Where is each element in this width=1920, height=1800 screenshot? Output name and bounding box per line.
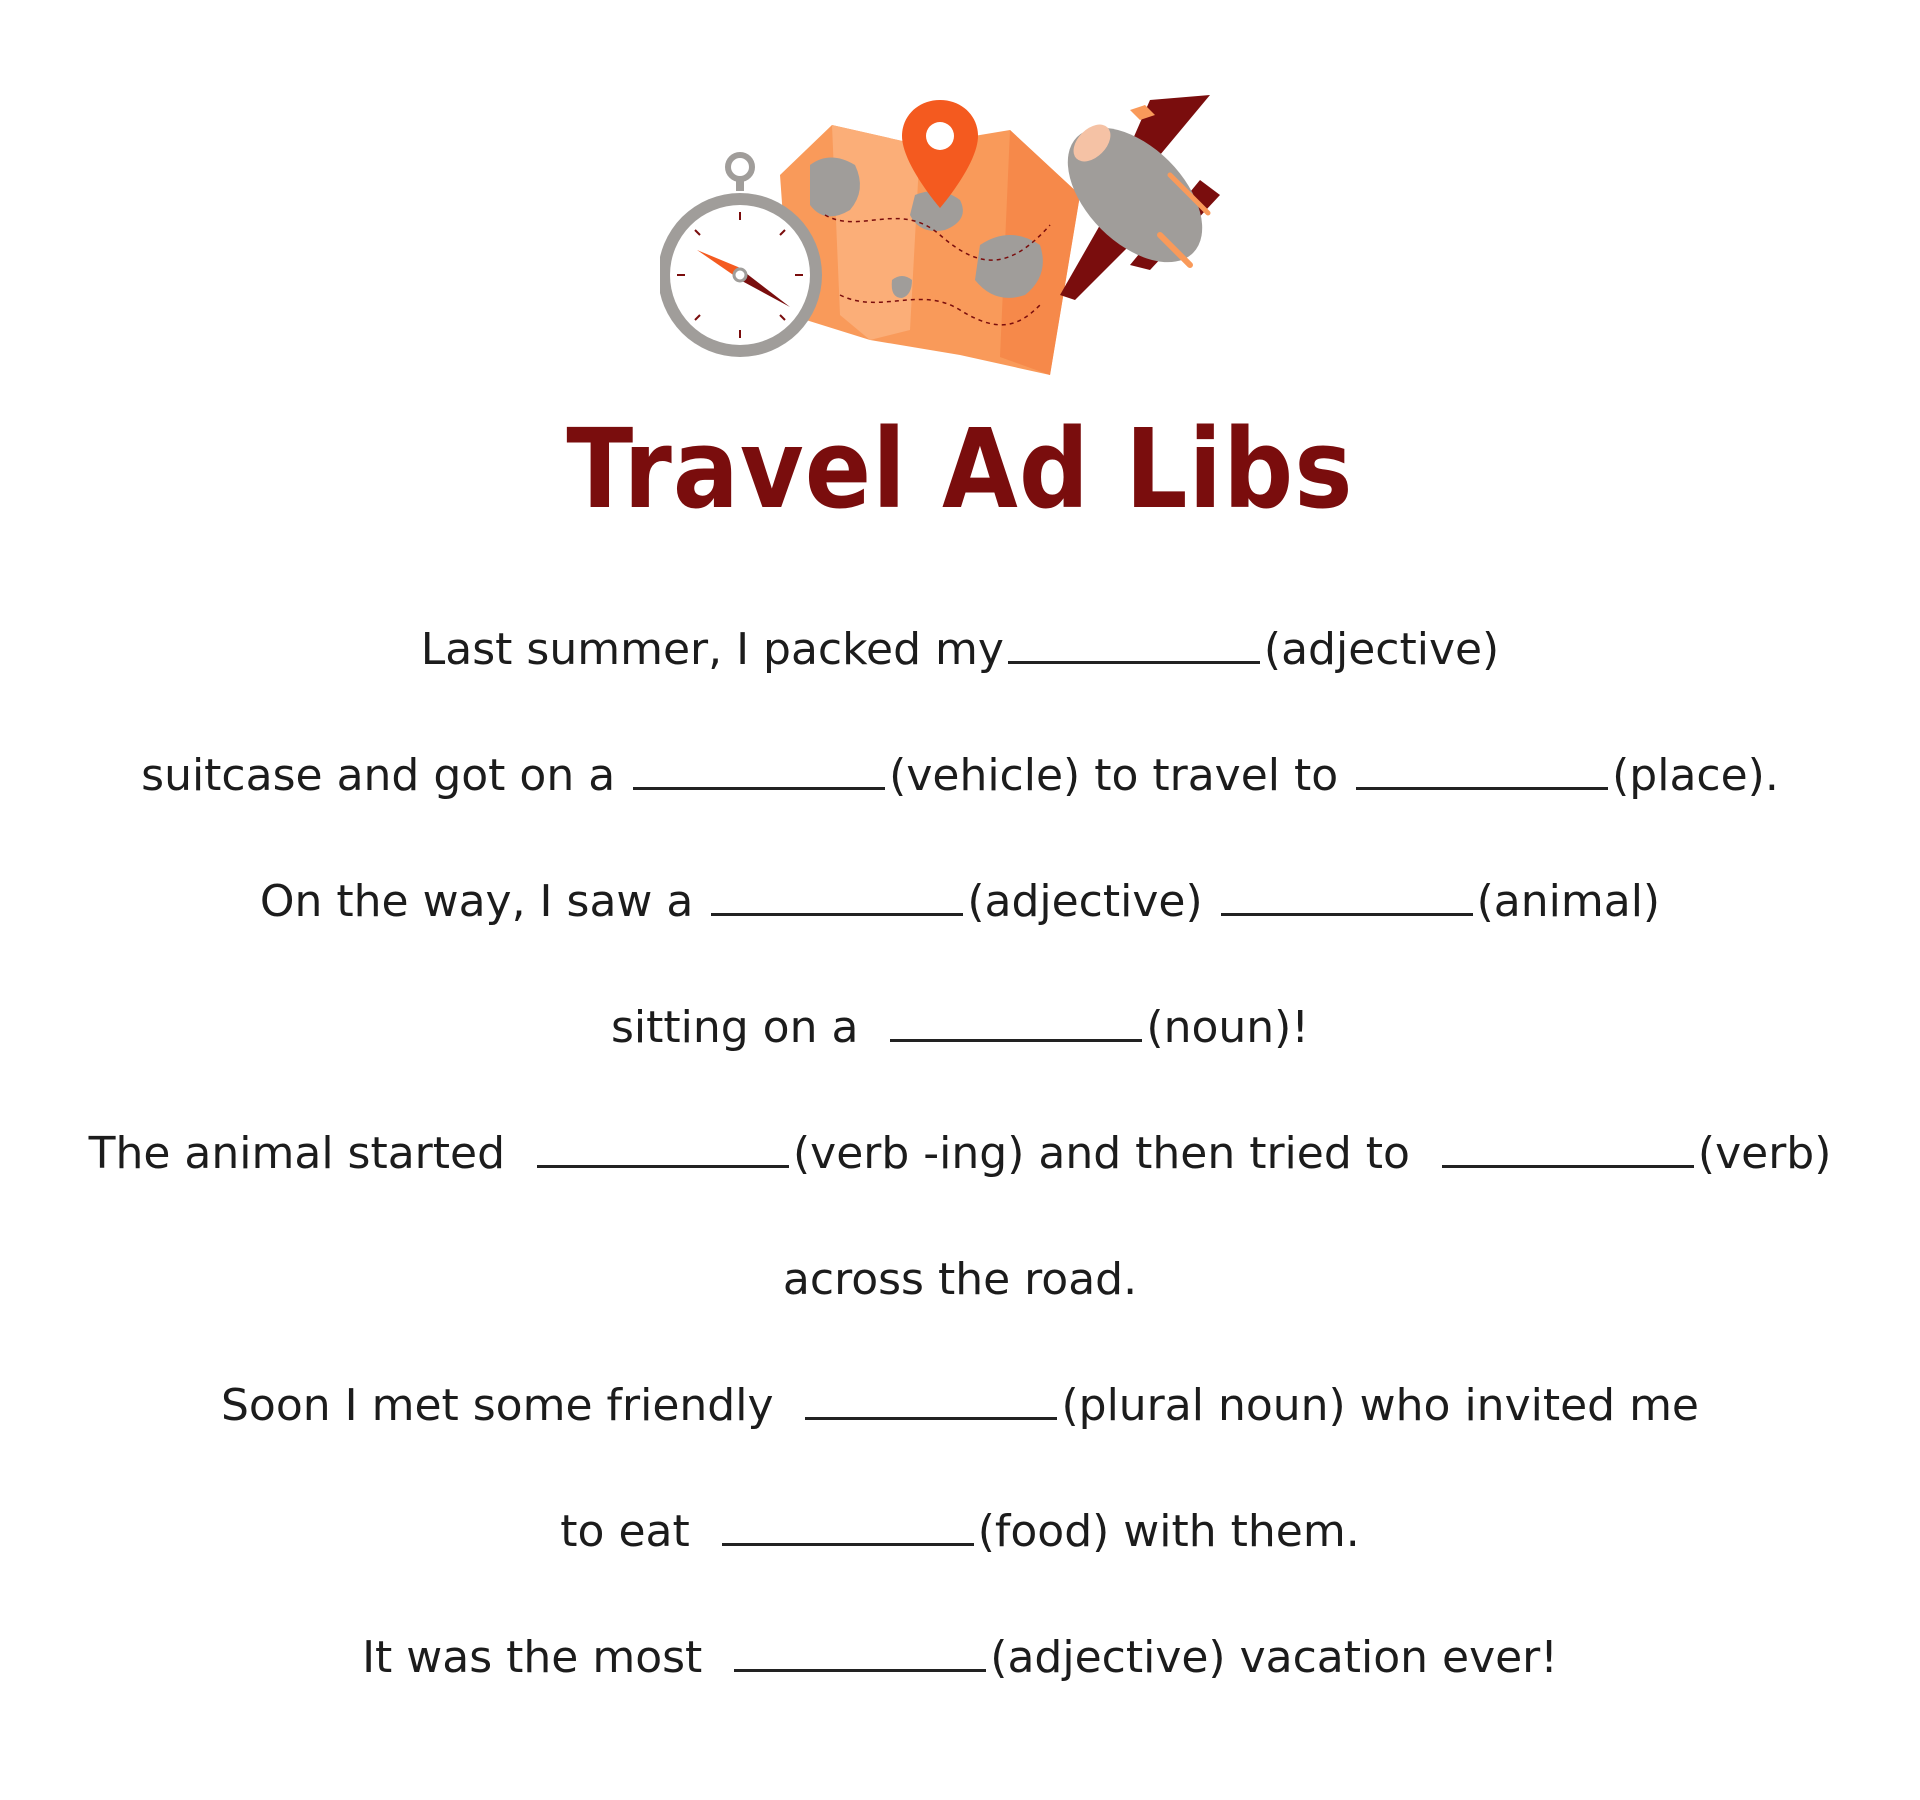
word-hint: (place).	[1612, 750, 1779, 801]
word-hint: (adjective)	[967, 876, 1217, 927]
story-text	[0, 615, 1920, 1749]
story-line-7	[0, 1371, 1920, 1497]
story-text-segment: Last summer, I packed my	[420, 624, 1004, 675]
story-line-2	[0, 741, 1920, 867]
story-text-segment: The animal started	[88, 1128, 519, 1179]
story-line-1	[0, 615, 1920, 741]
word-hint: (animal)	[1476, 876, 1661, 927]
story-line-6	[0, 1245, 1920, 1371]
word-hint: (adjective)	[1263, 624, 1500, 675]
page-title: Travel Ad Libs	[566, 406, 1354, 534]
fill-in-blank[interactable]	[1442, 1131, 1694, 1168]
fill-in-blank[interactable]	[734, 1635, 986, 1672]
word-hint: (noun)!	[1146, 1002, 1309, 1053]
story-text-segment: across the road.	[782, 1254, 1138, 1305]
story-line-5	[0, 1119, 1920, 1245]
fill-in-blank[interactable]	[1008, 627, 1260, 664]
fill-in-blank[interactable]	[805, 1383, 1057, 1420]
fill-in-blank[interactable]	[1356, 753, 1608, 790]
story-text-segment: to eat	[560, 1506, 704, 1557]
word-hint: (verb)	[1697, 1128, 1832, 1179]
word-hint: (vehicle) to travel to	[889, 750, 1353, 801]
story-line-3	[0, 867, 1920, 993]
story-text-segment: Soon I met some friendly	[220, 1380, 788, 1431]
story-line-9	[0, 1623, 1920, 1749]
travel-illustration	[660, 95, 1280, 395]
story-text-segment: sitting on a	[611, 1002, 873, 1053]
story-text-segment: On the way, I saw a	[259, 876, 708, 927]
fill-in-blank[interactable]	[633, 753, 885, 790]
fill-in-blank[interactable]	[722, 1509, 974, 1546]
word-hint: (food) with them.	[977, 1506, 1360, 1557]
fill-in-blank[interactable]	[537, 1131, 789, 1168]
fill-in-blank[interactable]	[711, 879, 963, 916]
word-hint: (verb -ing) and then tried to	[793, 1128, 1424, 1179]
fill-in-blank[interactable]	[890, 1005, 1142, 1042]
story-text-segment: suitcase and got on a	[141, 750, 630, 801]
word-hint: (plural noun) who invited me	[1061, 1380, 1699, 1431]
story-line-4	[0, 993, 1920, 1119]
story-text-segment: It was the most	[362, 1632, 717, 1683]
word-hint: (adjective) vacation ever!	[990, 1632, 1558, 1683]
fill-in-blank[interactable]	[1221, 879, 1473, 916]
story-line-8	[0, 1497, 1920, 1623]
